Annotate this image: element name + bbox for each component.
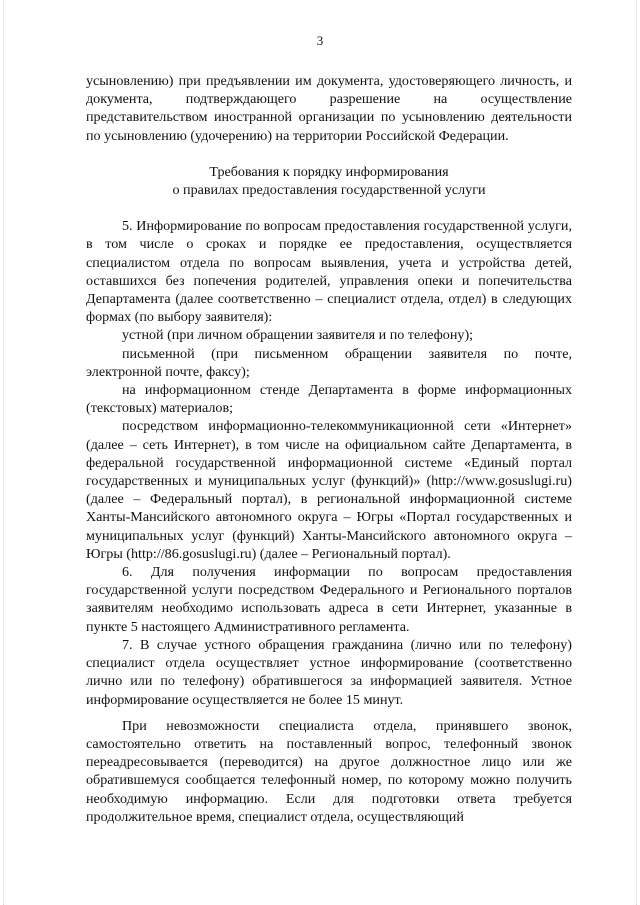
paragraph-7-continued: При невозможности специалиста отдела, принявшего звонок, самостоятельно ответить на поставленный вопрос, телефонный звонок переадресовывается (переводится) на другое должностное лицо или же обратившемуся сообщается телефонный номер, по которому можно получить необходимую информацию. Если для подготовки ответа требуется продолжительное время, специалист отдела, осуществляющий: [86, 717, 572, 825]
section-heading-line-2: о правилах предоставления государственной услуги: [172, 182, 486, 199]
paragraph-7: 7. В случае устного обращения гражданина (лично или по телефону) специалист отдела осуществляет устное информирование (соответственно лично или по телефону) обратившегося за информацией заявителя. Устное информирование осуществляется не более 15 минут.: [86, 636, 572, 708]
form-stand: на информационном стенде Департамента в форме информационных (текстовых) материалов;: [86, 382, 572, 417]
intro-paragraph: усыновлению) при предъявлении им документа, удостоверяющего личность, и документа, подтверждающего разрешение на осуществление представительством иностранной организации по усыновлению деятельности по усыновлению (удочерению) на территории Российской Федерации.: [86, 73, 572, 144]
scan-edge-right: [634, 0, 637, 905]
page-number: 3: [316, 33, 324, 48]
form-oral: устной (при личном обращении заявителя и по телефону);: [122, 327, 474, 344]
form-internet: посредством информационно-телекоммуникационной сети «Интернет» (далее – сеть Интернет), в том числе на официальном сайте Департамента, в федеральной государственной информационной системе «Единый портал государственных и муниципальных услуг (функций)» (http://www.gosuslugi.ru) (далее – Федеральный портал), в региональной информационной системе Ханты-Мансийского автономного округа – Югры «Портал государственных и муниципальных услуг (функций) Ханты-Мансийского автономного округа – Югры (http://86.gosuslugi.ru) (далее – Региональный портал).: [86, 418, 572, 562]
document-body: [86, 72, 572, 826]
scan-edge-left: [3, 0, 6, 905]
paragraph-5: 5. Информирование по вопросам предоставления государственной услуги, в том числе о сроках и порядке ее предоставления, осуществляется специалистом отдела по вопросам выявления, учета и устройства детей, оставшихся без попечения родителей, управления опеки и попечительства Департамента (далее соответственно – специалист отдела, отдел) в следующих формах (по выбору заявителя):: [86, 218, 572, 326]
form-written: письменной (при письменном обращении заявителя по почте, электронной почте, факсу);: [86, 345, 572, 380]
section-heading-line-1: Требования к порядку информирования: [209, 163, 449, 180]
paragraph-6: 6. Для получения информации по вопросам предоставления государственной услуги посредством Федерального и Регионального порталов заявителям необходимо использовать адреса в сети Интернет, указанные в пункте 5 настоящего Административного регламента.: [86, 564, 572, 635]
